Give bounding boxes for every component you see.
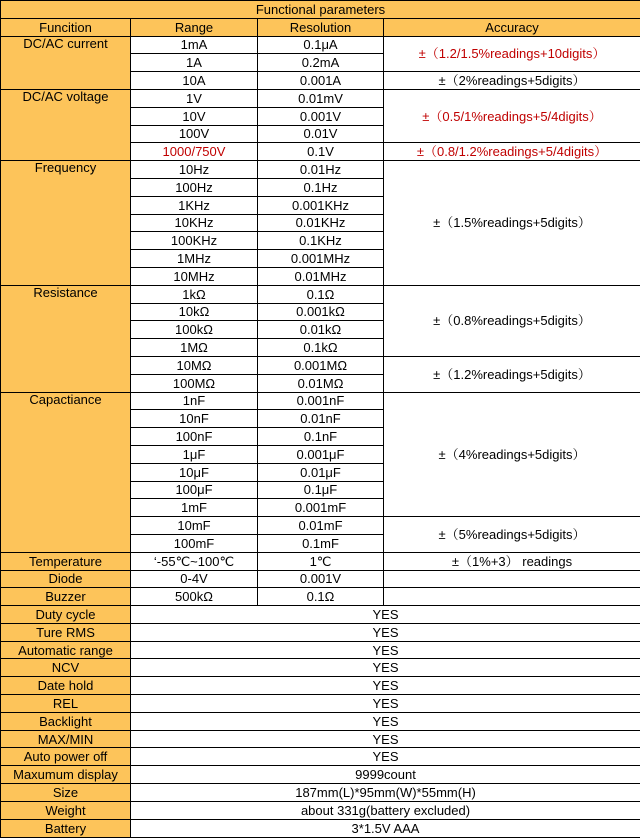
resolution-cell: 0.01mF bbox=[258, 517, 384, 535]
feature-value: YES bbox=[131, 659, 640, 677]
resolution-cell: 0.001A bbox=[258, 72, 384, 90]
feature-label: Duty cycle bbox=[1, 606, 131, 624]
feature-row bbox=[1, 677, 640, 695]
feature-label: MAX/MIN bbox=[1, 730, 131, 748]
range-cell: 10μF bbox=[131, 463, 258, 481]
resolution-cell: 0.01mV bbox=[258, 89, 384, 107]
resolution-cell: 0.1nF bbox=[258, 428, 384, 446]
range-cell: 10MΩ bbox=[131, 356, 258, 374]
range-cell: 10mF bbox=[131, 517, 258, 535]
range-cell: 0-4V bbox=[131, 570, 258, 588]
range-cell: 1kΩ bbox=[131, 285, 258, 303]
range-cell: 1000/750V bbox=[131, 143, 258, 161]
feature-value: 3*1.5V AAA bbox=[131, 819, 640, 837]
header-row bbox=[1, 18, 640, 36]
feature-row bbox=[1, 641, 640, 659]
range-cell: 100mF bbox=[131, 534, 258, 552]
feature-value: YES bbox=[131, 712, 640, 730]
function-voltage: DC/AC voltage bbox=[1, 89, 131, 160]
function-diode: Diode bbox=[1, 570, 131, 588]
range-cell: 1nF bbox=[131, 392, 258, 410]
feature-value: 187mm(L)*95mm(W)*55mm(H) bbox=[131, 784, 640, 802]
feature-row bbox=[1, 623, 640, 641]
feature-label: NCV bbox=[1, 659, 131, 677]
range-cell: 100KHz bbox=[131, 232, 258, 250]
range-cell: 1KHz bbox=[131, 196, 258, 214]
resolution-cell: 0.2mA bbox=[258, 54, 384, 72]
accuracy-cell: ±（2%readings+5digits） bbox=[384, 72, 640, 90]
resolution-cell: 0.01nF bbox=[258, 410, 384, 428]
feature-row bbox=[1, 730, 640, 748]
feature-label: Automatic range bbox=[1, 641, 131, 659]
resolution-cell: 0.01V bbox=[258, 125, 384, 143]
range-cell: 10MHz bbox=[131, 267, 258, 285]
accuracy-cell: ±（1.2/1.5%readings+10digits） bbox=[384, 36, 640, 72]
resolution-cell: 0.1μA bbox=[258, 36, 384, 54]
range-cell: ‘-55℃~100℃ bbox=[131, 552, 258, 570]
function-capacitance: Capactiance bbox=[1, 392, 131, 552]
feature-value: YES bbox=[131, 748, 640, 766]
accuracy-cell bbox=[384, 570, 640, 588]
range-cell: 10Hz bbox=[131, 161, 258, 179]
range-cell: 1A bbox=[131, 54, 258, 72]
resolution-cell: 0.001mF bbox=[258, 499, 384, 517]
feature-value: YES bbox=[131, 730, 640, 748]
resolution-cell: 0.1Ω bbox=[258, 285, 384, 303]
table-row bbox=[1, 285, 640, 303]
accuracy-cell: ±（0.5/1%readings+5/4digits） bbox=[384, 89, 640, 142]
function-current: DC/AC current bbox=[1, 36, 131, 89]
resolution-cell: 0.001V bbox=[258, 107, 384, 125]
accuracy-cell: ±（5%readings+5digits） bbox=[384, 517, 640, 553]
table-row bbox=[1, 161, 640, 179]
resolution-cell: 0.001kΩ bbox=[258, 303, 384, 321]
table-row bbox=[1, 552, 640, 570]
range-cell: 1μF bbox=[131, 445, 258, 463]
feature-label: Size bbox=[1, 784, 131, 802]
title-row bbox=[1, 1, 640, 19]
feature-value: 9999count bbox=[131, 766, 640, 784]
feature-label: Date hold bbox=[1, 677, 131, 695]
feature-label: REL bbox=[1, 695, 131, 713]
range-cell: 100Hz bbox=[131, 178, 258, 196]
range-cell: 500kΩ bbox=[131, 588, 258, 606]
header-range: Range bbox=[131, 18, 258, 36]
feature-row bbox=[1, 819, 640, 837]
resolution-cell: 0.1kΩ bbox=[258, 339, 384, 357]
feature-label: Backlight bbox=[1, 712, 131, 730]
feature-label: Weight bbox=[1, 801, 131, 819]
accuracy-cell: ±（4%readings+5digits） bbox=[384, 392, 640, 517]
feature-row bbox=[1, 748, 640, 766]
header-accuracy: Accuracy bbox=[384, 18, 640, 36]
resolution-cell: 0.1V bbox=[258, 143, 384, 161]
range-cell: 10nF bbox=[131, 410, 258, 428]
table-row bbox=[1, 89, 640, 107]
range-cell: 10V bbox=[131, 107, 258, 125]
range-cell: 1V bbox=[131, 89, 258, 107]
header-resolution: Resolution bbox=[258, 18, 384, 36]
range-cell: 100μF bbox=[131, 481, 258, 499]
feature-value: about 331g(battery excluded) bbox=[131, 801, 640, 819]
resolution-cell: 0.001MHz bbox=[258, 250, 384, 268]
feature-value: YES bbox=[131, 623, 640, 641]
resolution-cell: 0.01kΩ bbox=[258, 321, 384, 339]
accuracy-cell: ±（0.8%readings+5digits） bbox=[384, 285, 640, 356]
range-cell: 10A bbox=[131, 72, 258, 90]
range-cell: 1mA bbox=[131, 36, 258, 54]
resolution-cell: 0.01Hz bbox=[258, 161, 384, 179]
feature-row bbox=[1, 659, 640, 677]
table-row bbox=[1, 570, 640, 588]
resolution-cell: 0.01KHz bbox=[258, 214, 384, 232]
resolution-cell: 0.1KHz bbox=[258, 232, 384, 250]
resolution-cell: 0.001μF bbox=[258, 445, 384, 463]
range-cell: 100kΩ bbox=[131, 321, 258, 339]
range-cell: 10kΩ bbox=[131, 303, 258, 321]
feature-row bbox=[1, 712, 640, 730]
accuracy-cell bbox=[384, 588, 640, 606]
accuracy-cell: ±（1.5%readings+5digits） bbox=[384, 161, 640, 286]
function-resistance: Resistance bbox=[1, 285, 131, 392]
range-cell: 1mF bbox=[131, 499, 258, 517]
function-frequency: Frequency bbox=[1, 161, 131, 286]
feature-value: YES bbox=[131, 677, 640, 695]
range-cell: 1MHz bbox=[131, 250, 258, 268]
feature-value: YES bbox=[131, 695, 640, 713]
feature-row bbox=[1, 606, 640, 624]
table-row bbox=[1, 588, 640, 606]
feature-label: Battery bbox=[1, 819, 131, 837]
feature-label: Auto power off bbox=[1, 748, 131, 766]
table-row bbox=[1, 36, 640, 54]
resolution-cell: 0.001nF bbox=[258, 392, 384, 410]
resolution-cell: 0.001KHz bbox=[258, 196, 384, 214]
feature-label: Maxumum display bbox=[1, 766, 131, 784]
feature-value: YES bbox=[131, 641, 640, 659]
resolution-cell: 0.001MΩ bbox=[258, 356, 384, 374]
table-row bbox=[1, 392, 640, 410]
resolution-cell: 1℃ bbox=[258, 552, 384, 570]
feature-label: Ture RMS bbox=[1, 623, 131, 641]
accuracy-cell: ±（1.2%readings+5digits） bbox=[384, 356, 640, 392]
resolution-cell: 0.01MHz bbox=[258, 267, 384, 285]
function-temperature: Temperature bbox=[1, 552, 131, 570]
range-cell: 100MΩ bbox=[131, 374, 258, 392]
feature-row bbox=[1, 695, 640, 713]
table-title: Functional parameters bbox=[1, 1, 640, 19]
resolution-cell: 0.1μF bbox=[258, 481, 384, 499]
resolution-cell: 0.01MΩ bbox=[258, 374, 384, 392]
range-cell: 1MΩ bbox=[131, 339, 258, 357]
resolution-cell: 0.1Hz bbox=[258, 178, 384, 196]
accuracy-cell: ±（0.8/1.2%readings+5/4digits） bbox=[384, 143, 640, 161]
range-cell: 100V bbox=[131, 125, 258, 143]
resolution-cell: 0.001V bbox=[258, 570, 384, 588]
accuracy-cell: ±（1%+3） readings bbox=[384, 552, 640, 570]
feature-row bbox=[1, 784, 640, 802]
function-buzzer: Buzzer bbox=[1, 588, 131, 606]
header-function: Funcition bbox=[1, 18, 131, 36]
feature-row bbox=[1, 766, 640, 784]
resolution-cell: 0.1mF bbox=[258, 534, 384, 552]
feature-value: YES bbox=[131, 606, 640, 624]
resolution-cell: 0.1Ω bbox=[258, 588, 384, 606]
range-cell: 10KHz bbox=[131, 214, 258, 232]
feature-row bbox=[1, 801, 640, 819]
resolution-cell: 0.01μF bbox=[258, 463, 384, 481]
range-cell: 100nF bbox=[131, 428, 258, 446]
